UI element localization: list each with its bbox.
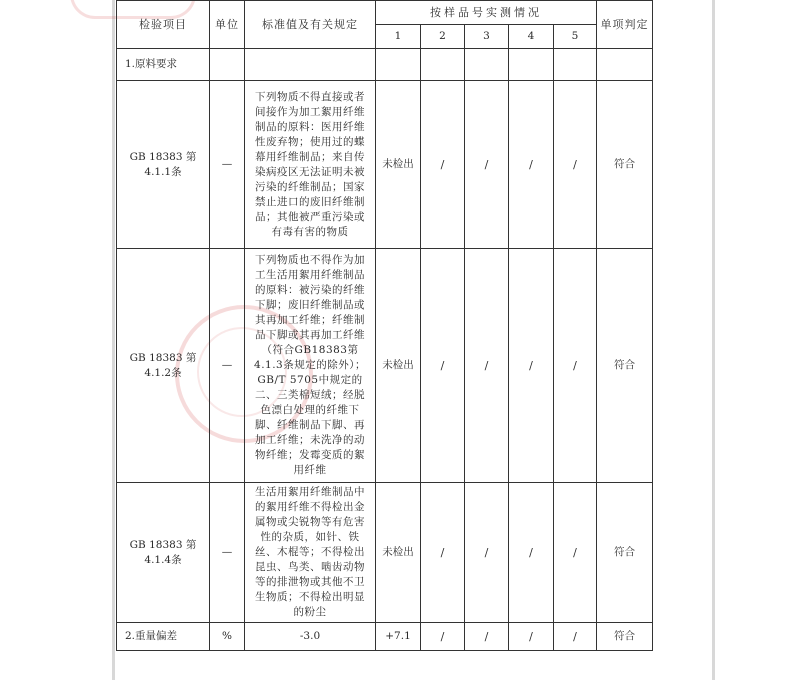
row-unit: — <box>210 81 245 249</box>
row-verdict: 符合 <box>597 249 653 483</box>
inspection-results-table <box>116 0 653 651</box>
row-standard: 生活用絮用纤维制品中的絮用纤维不得检出金属物或尖锐物等有危害性的杂质，如针、铁丝、木棍等；不得检出昆虫、鸟类、啮齿动物等的排泄物或其他不卫生物质；不得检出明显的粉尘 <box>245 483 376 623</box>
header-samples: 按样品号实测情况 <box>376 1 597 25</box>
row-item: GB 18383 第 4.1.2条 <box>117 249 210 483</box>
table-row <box>117 81 653 249</box>
weight-sample-4: / <box>509 623 554 651</box>
sample-number-2: 2 <box>421 25 465 49</box>
row-unit: — <box>210 483 245 623</box>
row-sample-2: / <box>421 249 465 483</box>
row-verdict: 符合 <box>597 483 653 623</box>
row-standard: 下列物质也不得作为加工生活用絮用纤维制品的原料：被污染的纤维下脚；废旧纤维制品或其再加工纤维；纤维制品下脚或其再加工纤维（符合GB18383第 4.1.3条规定的除外）；GB/T 5705中规定的二、三类棉短绒；经脱色漂白处理的纤维下脚、纤维制品下脚、再加工纤维；未洗净的动物纤维；发霉变质的絮用纤维 <box>245 249 376 483</box>
row-sample-4: / <box>509 249 554 483</box>
table-row <box>117 483 653 623</box>
weight-standard: -3.0 <box>245 623 376 651</box>
sample-number-3: 3 <box>465 25 509 49</box>
header-row-1 <box>117 1 653 25</box>
row-sample-2: / <box>421 483 465 623</box>
scan-edge-right <box>712 0 715 680</box>
sample-number-1: 1 <box>376 25 421 49</box>
row-verdict: 符合 <box>597 81 653 249</box>
row-sample-4: / <box>509 483 554 623</box>
row-unit: — <box>210 249 245 483</box>
header-verdict: 单项判定 <box>597 1 653 49</box>
sample-number-4: 4 <box>509 25 554 49</box>
header-item: 检验项目 <box>117 1 210 49</box>
row-standard: 下列物质不得直接或者间接作为加工絮用纤维制品的原料：医用纤维性废弃物；使用过的蝶幕用纤维制品；来自传染病疫区无法证明未被污染的纤维制品；国家禁止进口的废旧纤维制品；其他被严重污染或有毒有害的物质 <box>245 81 376 249</box>
weight-sample-1: +7.1 <box>376 623 421 651</box>
row-sample-5: / <box>554 483 597 623</box>
header-unit: 单位 <box>210 1 245 49</box>
scan-edge-left <box>112 0 115 680</box>
row-sample-1: 未检出 <box>376 483 421 623</box>
row-sample-2: / <box>421 81 465 249</box>
header-standard: 标准值及有关规定 <box>245 1 376 49</box>
row-sample-3: / <box>465 81 509 249</box>
weight-sample-3: / <box>465 623 509 651</box>
row-sample-1: 未检出 <box>376 249 421 483</box>
row-sample-4: / <box>509 81 554 249</box>
row-sample-1: 未检出 <box>376 81 421 249</box>
row-sample-5: / <box>554 249 597 483</box>
section-label: 1.原料要求 <box>117 49 210 81</box>
row-item: GB 18383 第 4.1.1条 <box>117 81 210 249</box>
weight-deviation-row <box>117 623 653 651</box>
weight-verdict: 符合 <box>597 623 653 651</box>
weight-sample-2: / <box>421 623 465 651</box>
section-row-raw-materials <box>117 49 653 81</box>
row-sample-3: / <box>465 483 509 623</box>
row-sample-5: / <box>554 81 597 249</box>
sample-number-5: 5 <box>554 25 597 49</box>
weight-item: 2.重量偏差 <box>117 623 210 651</box>
row-sample-3: / <box>465 249 509 483</box>
weight-unit: % <box>210 623 245 651</box>
row-item: GB 18383 第 4.1.4条 <box>117 483 210 623</box>
weight-sample-5: / <box>554 623 597 651</box>
table-row <box>117 249 653 483</box>
